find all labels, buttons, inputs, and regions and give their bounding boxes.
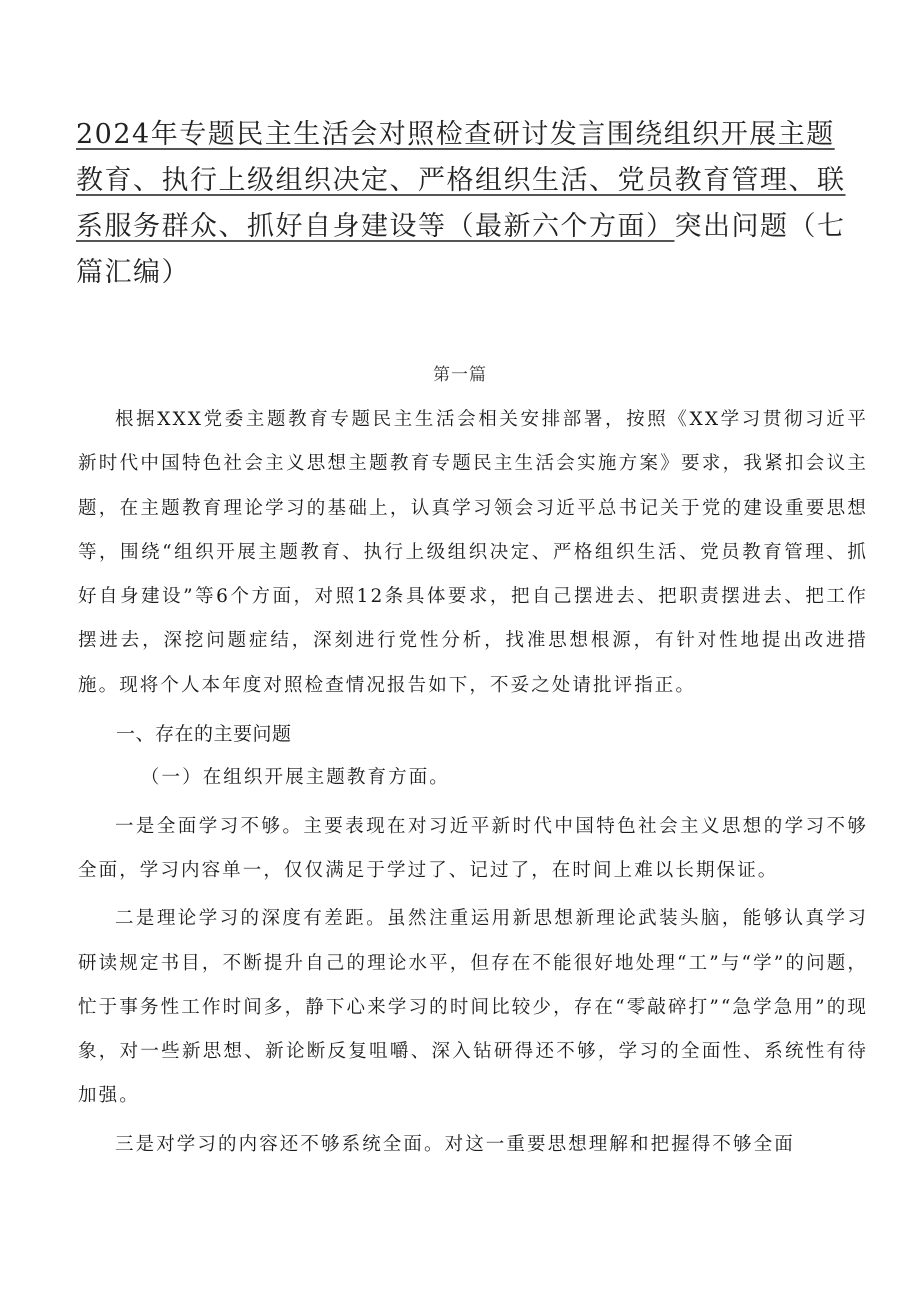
- document-title: [76, 112, 856, 296]
- document-title-underlined: 2024年专题民主生活会对照检查研讨发言围绕组织开展主题教育、执行上级组织决定、严格组织生活、党员教育管理、联系服务群众、抓好自身建设等（最新六个方面）: [76, 119, 846, 242]
- document-body: [78, 398, 868, 1167]
- paragraph-point-three: 三是对学习的内容还不够系统全面。对这一重要思想理解和把握得不够全面: [115, 1133, 795, 1155]
- paragraph-intro: 根据XXX党委主题教育专题民主生活会相关安排部署，按照《XX学习贯彻习近平新时代中国特色社会主义思想主题教育专题民主生活会实施方案》要求，我紧扣会议主题，在主题教育理论学习的基础上，认真学习领会习近平总书记关于党的建设重要思想等，围绕“组织开展主题教育、执行上级组织决定、严格组织生活、党员教育管理、抓好自身建设”等6个方面，对照12条具体要求，把自己摆进去、把职责摆进去、把工作摆进去，深挖问题症结，深刻进行党性分析，找准思想根源，有针对性地提出改进措施。现将个人本年度对照检查情况报告如下，不妥之处请批评指正。: [78, 409, 868, 696]
- section-label: 第一篇: [433, 365, 487, 385]
- heading-main-problems: 一、存在的主要问题: [116, 723, 292, 746]
- paragraph-point-one: 一是全面学习不够。主要表现在对习近平新时代中国特色社会主义思想的学习不够全面，学习内容单一，仅仅满足于学过了、记过了，在时间上难以长期保证。: [78, 815, 868, 881]
- paragraph-point-two: 二是理论学习的深度有差距。虽然注重运用新思想新理论武装头脑，能够认真学习研读规定书目，不断提升自己的理论水平，但存在不能很好地处理“工”与“学”的问题，忙于事务性工作时间多，静下心来学习的时间比较少，存在“零敲碎打”“急学急用”的现象，对一些新思想、新论断反复咀嚼、深入钻研得还不够，学习的全面性、系统性有待加强。: [78, 908, 868, 1107]
- document-title-tail: 突出问题（七篇汇编）: [76, 211, 846, 288]
- subheading-theme-education: （一）在组织开展主题教育方面。: [140, 767, 450, 789]
